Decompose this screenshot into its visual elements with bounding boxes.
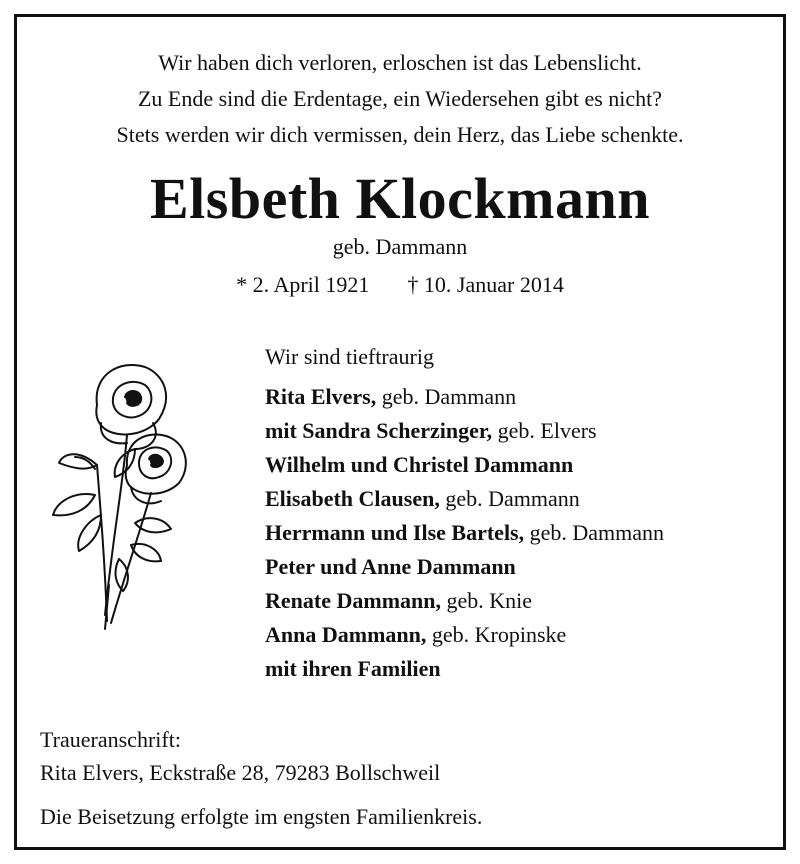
poem-line: Zu Ende sind die Erdentage, ein Wiedersehen gibt es nicht? xyxy=(137,86,663,111)
mourner-row xyxy=(265,618,664,652)
mourners-intro: Wir sind tieftraurig xyxy=(265,344,434,369)
obituary-frame xyxy=(14,14,786,850)
mourner-row xyxy=(265,448,664,482)
mourner-name: mit Sandra Scherzinger, xyxy=(265,418,493,443)
mourner-name: mit ihren Familien xyxy=(265,656,441,681)
mourner-row xyxy=(265,482,664,516)
mourner-name: Anna Dammann, xyxy=(265,622,427,647)
address-line: Rita Elvers, Eckstraße 28, 79283 Bollschweil xyxy=(40,760,441,785)
mourner-note: geb. Dammann xyxy=(445,486,580,511)
mourner-row xyxy=(265,584,664,618)
poem xyxy=(17,45,783,153)
mourner-note: geb. Dammann xyxy=(529,520,665,545)
roses-icon xyxy=(35,345,195,635)
mourner-note: geb. Elvers xyxy=(497,418,597,443)
mourner-name: Renate Dammann, xyxy=(265,588,441,613)
mourner-note: geb. Kropinske xyxy=(431,622,567,647)
maiden-name: geb. Dammann xyxy=(332,234,468,259)
mourner-row xyxy=(265,550,664,584)
mourner-row xyxy=(265,516,664,550)
mourner-row xyxy=(265,652,664,686)
mourner-name: Herrmann und Ilse Bartels, xyxy=(265,520,525,545)
address-label: Traueranschrift: xyxy=(40,727,181,752)
mourner-row xyxy=(265,380,664,414)
mourner-name: Rita Elvers, xyxy=(265,384,377,409)
mourner-note: geb. Dammann xyxy=(381,384,517,409)
mourner-name: Wilhelm und Christel Dammann xyxy=(265,452,574,477)
poem-line: Wir haben dich verloren, erloschen ist das Lebenslicht. xyxy=(158,50,642,75)
mourners-block xyxy=(265,340,664,686)
mourner-row xyxy=(265,414,664,448)
mourning-address xyxy=(40,723,440,789)
burial-note: Die Beisetzung erfolgte im engsten Familienkreis. xyxy=(40,804,483,829)
death-date: † 10. Januar 2014 xyxy=(407,272,564,297)
mourner-name: Peter und Anne Dammann xyxy=(265,554,516,579)
mourner-note: geb. Knie xyxy=(446,588,533,613)
life-dates xyxy=(17,270,783,300)
poem-line: Stets werden wir dich vermissen, dein Herz, das Liebe schenkte. xyxy=(116,122,684,147)
birth-date: * 2. April 1921 xyxy=(236,272,370,297)
mourner-name: Elisabeth Clausen, xyxy=(265,486,440,511)
deceased-name: Elsbeth Klockmann xyxy=(150,166,650,231)
